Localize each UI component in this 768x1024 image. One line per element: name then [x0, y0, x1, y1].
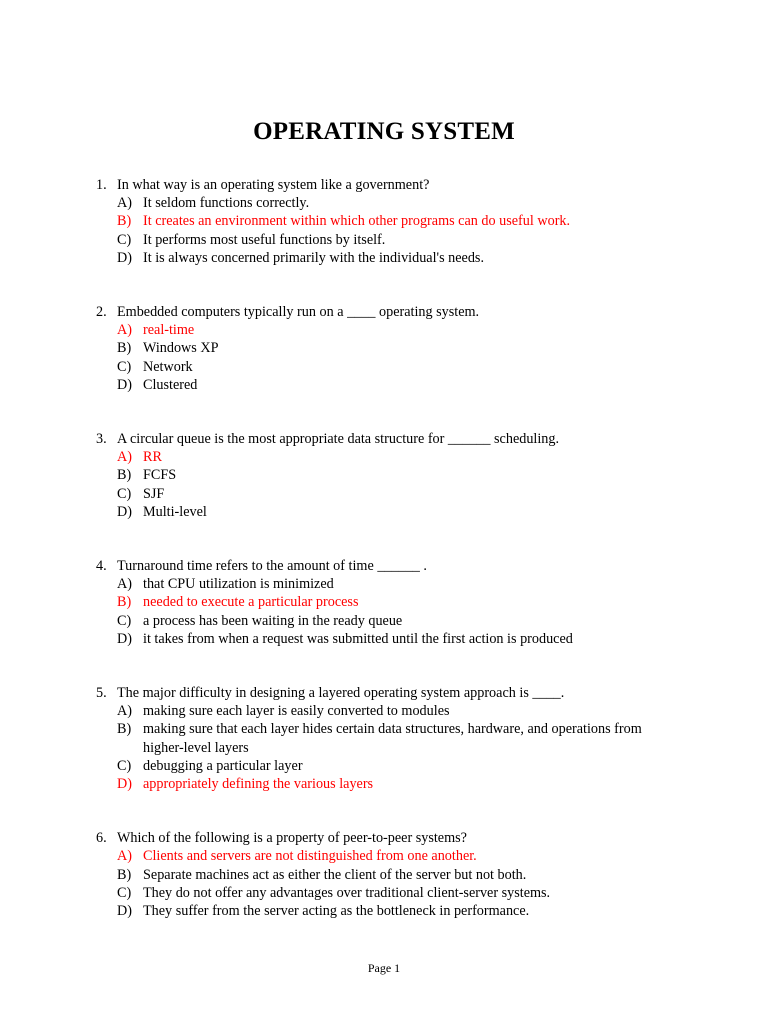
option-letter: B)	[117, 340, 132, 357]
answer-option	[96, 884, 656, 902]
answer-option	[96, 358, 656, 376]
question-number: 1.	[96, 177, 107, 193]
question-stem	[96, 829, 656, 847]
question-1	[96, 176, 656, 267]
question-text: Which of the following is a property of peer-to-peer systems?	[117, 830, 467, 847]
option-text: It is always concerned primarily with the individual's needs.	[143, 249, 484, 266]
option-letter: D)	[117, 903, 132, 920]
option-text: It seldom functions correctly.	[143, 195, 310, 212]
question-stem	[96, 303, 656, 321]
option-letter: A)	[117, 848, 132, 865]
page-title: OPERATING SYSTEM	[253, 118, 515, 145]
question-text: Turnaround time refers to the amount of time ______ .	[117, 558, 427, 575]
answer-option	[96, 702, 656, 720]
question-3	[96, 430, 656, 521]
option-text: SJF	[143, 485, 165, 502]
answer-option	[96, 376, 656, 394]
answer-option-correct	[96, 212, 656, 230]
answer-option	[96, 485, 656, 503]
option-letter: B)	[117, 866, 132, 883]
option-letter: A)	[117, 449, 132, 466]
answer-option-correct	[96, 593, 656, 611]
question-number: 2.	[96, 304, 107, 321]
question-5	[96, 684, 656, 793]
answer-option-correct	[96, 448, 656, 466]
option-letter: A)	[117, 703, 132, 720]
answer-option	[96, 612, 656, 630]
question-number: 6.	[96, 830, 107, 847]
option-text: They do not offer any advantages over traditional client-server systems.	[143, 884, 551, 901]
option-text: a process has been waiting in the ready queue	[143, 612, 403, 629]
answer-option	[96, 231, 656, 249]
question-list	[96, 176, 656, 920]
question-text: In what way is an operating system like a government?	[117, 177, 430, 193]
option-text: making sure that each layer hides certain data structures, hardware, and operations from higher-level layers	[143, 721, 642, 756]
option-text: It performs most useful functions by itself.	[143, 231, 386, 248]
option-letter: D)	[117, 376, 132, 393]
question-stem	[96, 430, 656, 448]
option-letter: C)	[117, 612, 132, 629]
question-stem	[96, 557, 656, 575]
option-text: needed to execute a particular process	[143, 594, 359, 611]
answer-option	[96, 630, 656, 648]
option-letter: C)	[117, 358, 132, 375]
answer-option-correct	[96, 847, 656, 865]
option-text: real-time	[143, 322, 195, 339]
option-letter: D)	[117, 630, 132, 647]
answer-option	[96, 194, 656, 212]
option-text: Windows XP	[143, 340, 219, 357]
answer-option	[96, 249, 656, 267]
option-letter: C)	[117, 757, 132, 774]
option-letter: D)	[117, 776, 132, 793]
answer-option	[96, 575, 656, 593]
answer-option-correct	[96, 321, 656, 339]
question-2	[96, 303, 656, 394]
option-text: It creates an environment within which other programs can do useful work.	[143, 213, 571, 230]
question-6	[96, 829, 656, 920]
option-text: Separate machines act as either the client of the server but not both.	[143, 866, 527, 883]
option-letter: C)	[117, 485, 132, 502]
option-text: that CPU utilization is minimized	[143, 576, 334, 593]
option-letter: A)	[117, 576, 132, 593]
option-text: Clustered	[143, 376, 198, 393]
option-letter: B)	[117, 467, 132, 484]
page-number: Page 1	[367, 961, 401, 975]
option-text: debugging a particular layer	[143, 757, 303, 774]
answer-option	[96, 866, 656, 884]
question-4	[96, 557, 656, 648]
option-text: FCFS	[143, 467, 177, 484]
answer-option	[96, 466, 656, 484]
option-letter: C)	[117, 231, 132, 248]
answer-option	[96, 720, 656, 756]
answer-option	[96, 902, 656, 920]
option-letter: A)	[117, 322, 132, 339]
question-number: 5.	[96, 685, 107, 702]
option-letter: A)	[117, 195, 132, 212]
option-text: Network	[143, 358, 193, 375]
option-letter: C)	[117, 884, 132, 901]
question-text: A circular queue is the most appropriate data structure for ______ scheduling.	[117, 431, 560, 448]
question-number: 4.	[96, 558, 107, 575]
option-letter: D)	[117, 503, 132, 520]
question-stem	[96, 684, 656, 702]
option-letter: B)	[117, 721, 132, 738]
option-text: it takes from when a request was submitted until the first action is produced	[143, 630, 573, 647]
option-text: They suffer from the server acting as the bottleneck in performance.	[143, 903, 530, 920]
answer-option	[96, 339, 656, 357]
option-text: Multi-level	[143, 503, 207, 520]
question-text: Embedded computers typically run on a ____ operating system.	[117, 304, 480, 321]
option-text: making sure each layer is easily converted to modules	[143, 703, 450, 720]
option-text: appropriately defining the various layers	[143, 776, 374, 793]
answer-option-correct	[96, 775, 656, 793]
question-text: The major difficulty in designing a layered operating system approach is ____.	[117, 685, 565, 702]
option-text: Clients and servers are not distinguished from one another.	[143, 848, 477, 865]
answer-option	[96, 503, 656, 521]
option-letter: B)	[117, 594, 132, 611]
option-letter: D)	[117, 249, 132, 266]
question-stem	[96, 176, 656, 194]
question-number: 3.	[96, 431, 107, 448]
option-text: RR	[143, 449, 162, 466]
answer-option	[96, 757, 656, 775]
option-letter: B)	[117, 213, 132, 230]
